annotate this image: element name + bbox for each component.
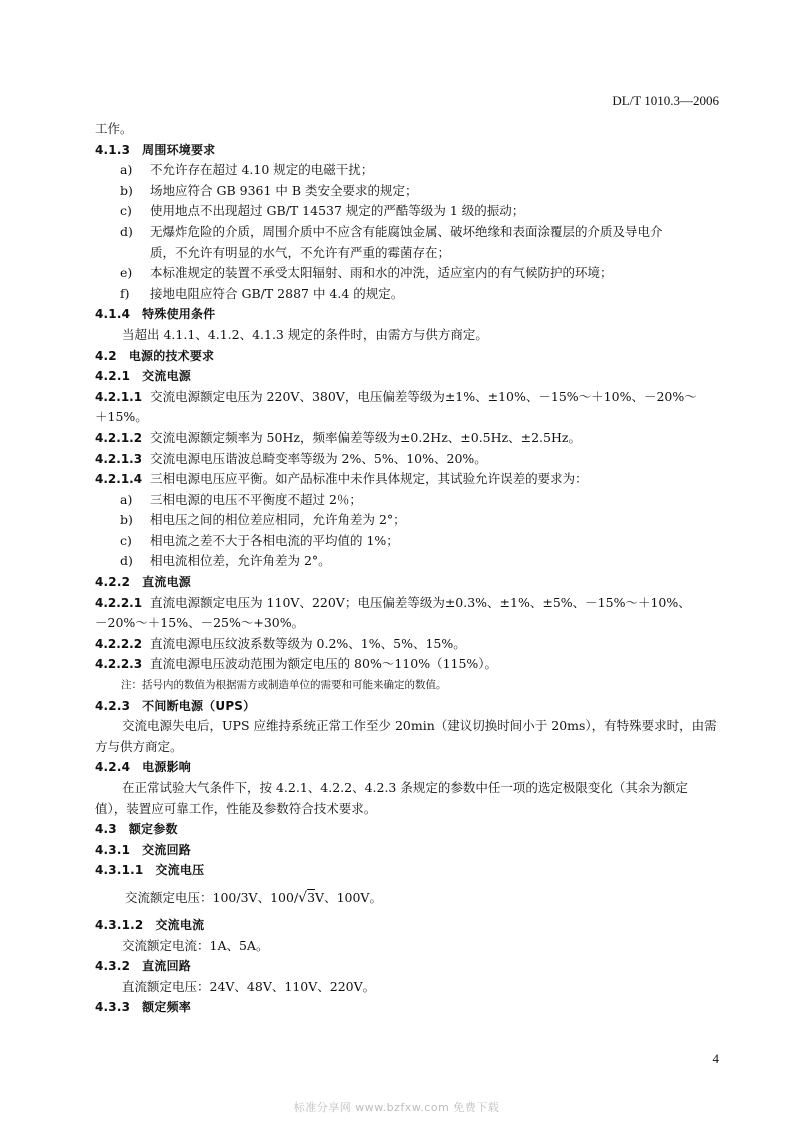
clause-number: 4.2.2.3 [95, 657, 143, 672]
formula-line [95, 881, 718, 915]
clause-text: 直流电源额定电压为 110V、220V；电压偏差等级为±0.3%、±1%、±5%、－15%～＋10%、 [150, 594, 691, 610]
section-number: 4.3.1.2 [95, 917, 144, 932]
section-title: 直流电源 [142, 575, 191, 590]
clause-line [95, 449, 718, 470]
clause-text: 直流电源电压波动范围为额定电压的 80%～110%（115%）。 [150, 656, 498, 672]
section-title: 电源的技术要求 [128, 348, 215, 363]
section-title: 不间断电源（UPS） [142, 698, 256, 713]
separator-text: 、 [257, 889, 271, 905]
section-number: 4.2.3 [95, 698, 131, 713]
section-title: 额定参数 [128, 822, 178, 837]
sqrt-radicand: 3 [307, 889, 316, 905]
sqrt-value [270, 890, 315, 905]
section-heading [95, 304, 718, 325]
clause-number: 4.2.2.2 [95, 636, 143, 651]
list-item-text: 三相电源的电压不平衡度不超过 2％； [150, 491, 362, 507]
list-item [95, 510, 718, 531]
list-item [95, 284, 718, 305]
list-item-label: c) [120, 532, 132, 548]
clause-line [95, 428, 718, 449]
list-item-label: c) [120, 203, 132, 219]
list-item-text: 相电压之间的相位差应相同，允许角差为 2°； [150, 512, 406, 528]
section-number: 4.2.2 [95, 575, 131, 590]
section-heading [95, 915, 718, 936]
list-item [95, 181, 718, 202]
section-title: 特殊使用条件 [142, 307, 216, 322]
section-title: 周围环境要求 [142, 142, 216, 157]
section-title: 交流电流 [155, 917, 205, 932]
list-item-text: 本标准规定的装置不承受太阳辐射、雨和水的冲洗，适应室内的有气候防护的环境； [150, 265, 613, 281]
list-item-text: 相电流之差不大于各相电流的平均值的 1%； [150, 532, 399, 548]
section-number: 4.1.3 [95, 142, 131, 157]
section-title: 电源影响 [142, 760, 191, 775]
section-number: 4.2.4 [95, 760, 131, 775]
list-item-label: b) [120, 182, 133, 198]
unit-text: V [315, 889, 325, 905]
page-number: 4 [712, 1051, 719, 1066]
clause-text: 直流电源电压纹波系数等级为 0.2%、1%、5%、15%。 [150, 635, 466, 651]
list-item-text: 无爆炸危险的介质，周围介质中不应含有能腐蚀金属、破坏绝缘和表面涂覆层的介质及导电介 [150, 223, 663, 239]
section-heading [95, 366, 718, 387]
list-item [95, 201, 718, 222]
section-title: 交流回路 [142, 842, 191, 857]
clause-text: 交流电源额定频率为 50Hz，频率偏差等级为±0.2Hz、±0.5Hz、±2.5Hz。 [150, 429, 581, 445]
list-item [95, 222, 718, 243]
sqrt-prefix: 100/ [270, 889, 299, 905]
section-title: 交流电压 [155, 863, 205, 878]
text-line: ＋15%。 [95, 409, 148, 425]
section-heading [95, 346, 718, 367]
section-number: 4.3 [95, 822, 117, 837]
clause-text: 交流电源额定电压为 220V、380V，电压偏差等级为±1%、±10%、－15%～＋10%、－20%～ [150, 388, 697, 404]
clause-text: 交流电源电压谐波总畸变率等级为 2%、5%、10%、20%。 [150, 450, 487, 466]
list-item-label: a) [120, 491, 133, 507]
clause-number: 4.2.1.1 [95, 389, 143, 404]
section-heading [95, 140, 718, 161]
text-line: 工作。 [95, 121, 133, 136]
section-number: 4.3.2 [95, 959, 131, 974]
section-title: 直流回路 [142, 959, 191, 974]
document-body [95, 119, 718, 1018]
sqrt-icon: √ [298, 889, 308, 906]
list-item-continuation: 质，不允许有明显的水气，不允许有严重的霉菌存在； [150, 244, 451, 260]
formula-tail: 、100V。 [324, 889, 382, 905]
list-item-label: d) [120, 553, 133, 569]
clause-line [95, 387, 718, 408]
standard-code: DL/T 1010.3—2006 [612, 93, 719, 108]
clause-number: 4.2.2.1 [95, 595, 143, 610]
list-item [95, 263, 718, 284]
section-heading [95, 840, 718, 861]
note-line: 注：括号内的数值为根据需方或制造单位的需要和可能来确定的数值。 [121, 679, 447, 692]
section-heading [95, 956, 718, 977]
list-item-text: 使用地点不出现超过 GB/T 14537 规定的严酷等级为 1 级的振动； [150, 203, 525, 219]
list-item [95, 531, 718, 552]
section-number: 4.1.4 [95, 307, 131, 322]
list-item-label: a) [120, 162, 133, 178]
list-item-label: b) [120, 512, 133, 528]
section-number: 4.2.1 [95, 369, 131, 384]
formula-label: 交流额定电压： [125, 889, 213, 905]
section-number: 4.3.3 [95, 1000, 131, 1015]
section-heading [95, 997, 718, 1018]
list-item [95, 551, 718, 572]
clause-line [95, 593, 718, 614]
section-heading [95, 860, 718, 881]
clause-line [95, 469, 718, 490]
list-item-text: 接地电阻应符合 GB/T 2887 中 4.4 的规定。 [150, 285, 404, 301]
section-heading [95, 819, 718, 840]
list-item [95, 160, 718, 181]
clause-line [95, 634, 718, 655]
paragraph-line: 直流额定电压：24V、48V、110V、220V。 [122, 978, 376, 994]
section-number: 4.2 [95, 348, 117, 363]
clause-number: 4.2.1.2 [95, 430, 143, 445]
list-item-text: 不允许存在超过 4.10 规定的电磁干扰； [150, 162, 374, 178]
unit-text: V [248, 889, 258, 905]
paragraph-line: 交流额定电流：1A、5A。 [122, 937, 269, 953]
section-number: 4.3.1 [95, 842, 131, 857]
section-title: 额定频率 [142, 1000, 191, 1015]
list-item [95, 490, 718, 511]
clause-number: 4.2.1.3 [95, 451, 143, 466]
clause-line [95, 654, 718, 675]
list-item-label: e) [120, 265, 133, 281]
list-item-label: d) [120, 223, 133, 239]
clause-text: 三相电源电压应平衡。如产品标准中未作具体规定，其试验允许误差的要求为： [150, 471, 588, 487]
paragraph-line: 当超出 4.1.1、4.1.2、4.1.3 规定的条件时，由需方与供方商定。 [122, 326, 488, 342]
fraction-value: 100/3 [212, 889, 249, 905]
section-heading [95, 757, 718, 778]
text-line: －20%～＋15%、－25%～+30%。 [95, 615, 305, 631]
paragraph: 交流电源失电后，UPS 应维持系统正常工作至少 20min（建议切换时间小于 20ms），有特殊要求时，由需方与供方商定。 [95, 718, 717, 754]
clause-number: 4.2.1.4 [95, 472, 143, 487]
section-title: 交流电源 [142, 369, 191, 384]
list-item-text: 场地应符合 GB 9361 中 B 类安全要求的规定； [150, 182, 418, 198]
watermark-text: 标准分享网 www.bzfxw.com 免费下载 [293, 1101, 500, 1114]
list-item-text: 相电流相位差，允许角差为 2°。 [150, 553, 331, 569]
section-number: 4.3.1.1 [95, 863, 144, 878]
section-heading [95, 696, 718, 717]
list-item-label: f) [120, 285, 130, 301]
paragraph: 在正常试验大气条件下，按 4.2.1、4.2.2、4.2.3 条规定的参数中任一项的选定极限变化（其余为额定值），装置应可靠工作，性能及参数符合技术要求。 [95, 780, 688, 816]
section-heading [95, 572, 718, 593]
